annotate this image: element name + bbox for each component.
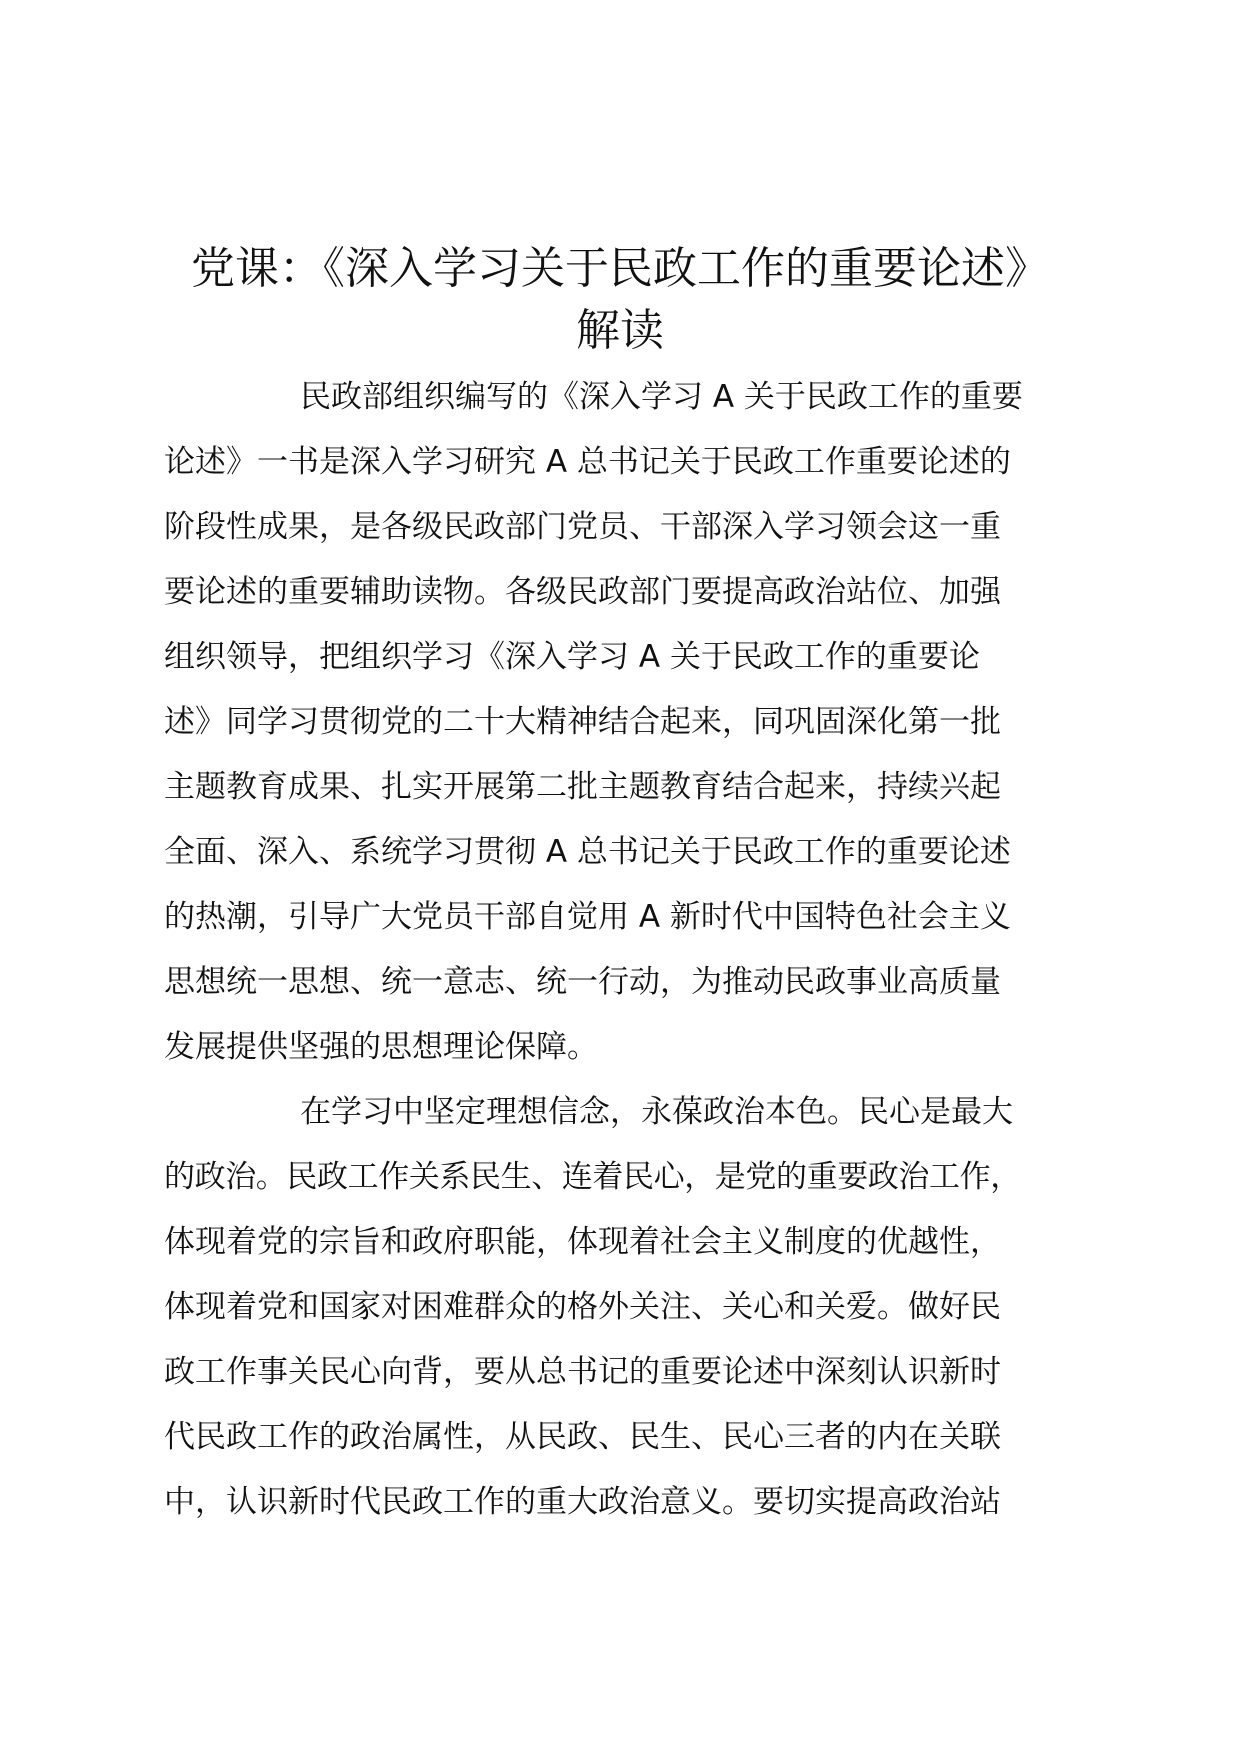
text-line: 体现着党的宗旨和政府职能，体现着社会主义制度的优越性，: [164, 1224, 1001, 1260]
text-line: 阶段性成果，是各级民政部门党员、干部深入学习领会这一重: [164, 509, 1001, 545]
document-title: [150, 238, 1090, 362]
text-line: 中，认识新时代民政工作的重大政治意义。要切实提高政治站: [164, 1484, 1001, 1520]
text-line: 体现着党和国家对困难群众的格外关注、关心和关爱。做好民: [164, 1289, 1001, 1325]
text-line: 民政部组织编写的《深入学习 A 关于民政工作的重要: [300, 379, 1023, 415]
text-line: 组织领导，把组织学习《深入学习 A 关于民政工作的重要论: [164, 639, 980, 675]
text-line: 全面、深入、系统学习贯彻 A 总书记关于民政工作的重要论述: [164, 834, 1011, 870]
text-line: 主题教育成果、扎实开展第二批主题教育结合起来，持续兴起: [164, 769, 1001, 805]
text-line: 发展提供坚强的思想理论保障。: [164, 1029, 598, 1065]
text-line: 政工作事关民心向背，要从总书记的重要论述中深刻认识新时: [164, 1354, 1001, 1390]
title-line: 党课：《深入学习关于民政工作的重要论述》: [191, 243, 1049, 294]
text-line: 思想统一思想、统一意志、统一行动，为推动民政事业高质量: [164, 964, 1001, 1000]
text-line: 要论述的重要辅助读物。各级民政部门要提高政治站位、加强: [164, 574, 1001, 610]
text-line: 在学习中坚定理想信念，永葆政治本色。民心是最大: [300, 1094, 1013, 1130]
title-line: 解读: [576, 305, 664, 356]
text-line: 的热潮，引导广大党员干部自觉用 A 新时代中国特色社会主义: [164, 899, 1011, 935]
text-line: 述》同学习贯彻党的二十大精神结合起来，同巩固深化第一批: [164, 704, 1001, 740]
text-line: 论述》一书是深入学习研究 A 总书记关于民政工作重要论述的: [164, 444, 1011, 480]
document-body: [164, 365, 1084, 1535]
text-line: 的政治。民政工作关系民生、连着民心，是党的重要政治工作，: [164, 1159, 1021, 1195]
paragraph-2: [164, 1080, 1084, 1535]
text-line: 代民政工作的政治属性，从民政、民生、民心三者的内在关联: [164, 1419, 1001, 1455]
paragraph-1: [164, 365, 1084, 1080]
